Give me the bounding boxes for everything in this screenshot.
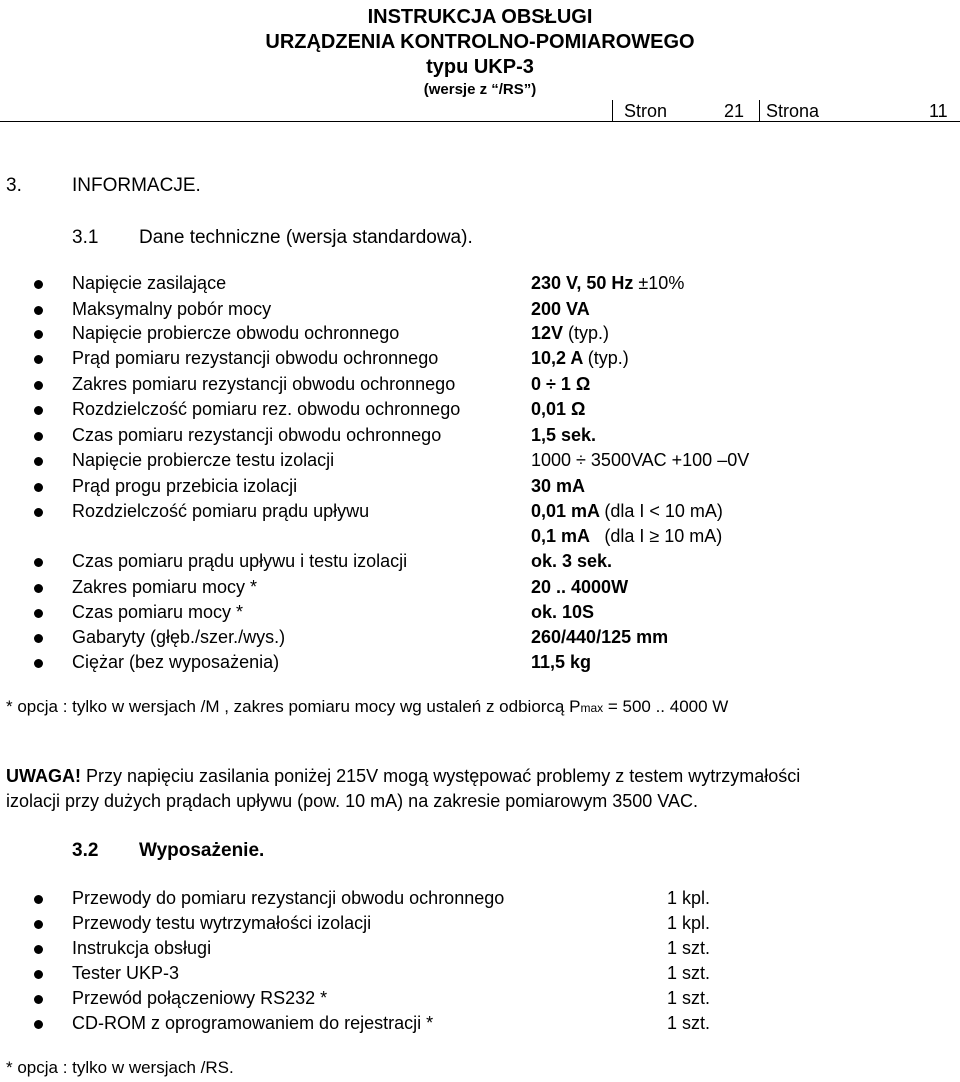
spec-value-main: 260/440/125 mm — [531, 627, 669, 647]
footnote-subscript: max — [580, 701, 604, 715]
bullet — [34, 355, 43, 364]
spec-label: Napięcie zasilające — [72, 273, 227, 293]
bullet — [34, 280, 43, 289]
spec-value — [531, 627, 668, 648]
warning-text: Przy napięciu zasilania poniżej 215V mogą występować problemy z testem wytrzymałości — [81, 766, 801, 786]
bullet — [34, 508, 43, 517]
spec-value-extra: (typ.) — [568, 323, 610, 343]
spec-value-main: 20 .. 4000W — [531, 577, 629, 597]
spec-value-extra: ±10% — [638, 273, 685, 293]
spec-value-main: ok. 10S — [531, 602, 595, 622]
bullet — [34, 945, 43, 954]
subsection-title: Wyposażenie. — [139, 840, 265, 861]
bullet — [34, 609, 43, 618]
spec-value-extra: (dla I < 10 mA) — [604, 501, 723, 521]
spec-value — [531, 425, 596, 446]
bullet — [34, 634, 43, 643]
section-number: 3. — [6, 175, 22, 196]
version-note: (wersje z “/RS”) — [423, 81, 537, 98]
spec-value-main: 0,01 Ω — [531, 399, 586, 419]
bullet — [34, 1020, 43, 1029]
equipment-label: Instrukcja obsługi — [72, 938, 212, 958]
equipment-qty: 1 szt. — [667, 1013, 711, 1033]
spec-value-extra: (typ.) — [587, 348, 629, 368]
spec-value-extra: (dla I ≥ 10 mA) — [594, 526, 723, 546]
spec-value — [531, 374, 590, 395]
bullet — [34, 895, 43, 904]
spec-label: Zakres pomiaru rezystancji obwodu ochronnego — [72, 374, 456, 394]
footnote-rs-option: * opcja : tylko w wersjach /RS. — [6, 1058, 234, 1077]
equipment-label: Tester UKP-3 — [72, 963, 180, 983]
spec-value-main: 0 ÷ 1 Ω — [531, 374, 591, 394]
spec-value — [531, 577, 628, 598]
bullet — [34, 558, 43, 567]
header-divider — [759, 100, 760, 122]
spec-label: Maksymalny pobór mocy — [72, 299, 272, 319]
equipment-label: CD-ROM z oprogramowaniem do rejestracji * — [72, 1013, 434, 1033]
spec-label: Czas pomiaru rezystancji obwodu ochronnego — [72, 425, 442, 445]
subsection-number: 3.1 — [72, 227, 99, 248]
bullet — [34, 995, 43, 1004]
bullet — [34, 920, 43, 929]
spec-value-main: 0,01 mA — [531, 501, 605, 521]
spec-value-main: 0,1 mA — [531, 526, 595, 546]
spec-value — [531, 399, 585, 420]
spec-value — [531, 602, 594, 623]
footnote-text: * opcja : tylko w wersjach /M , zakres pomiaru mocy wg ustaleń z odbiorcą P — [6, 697, 581, 716]
spec-label: Czas pomiaru mocy * — [72, 602, 244, 622]
footnote-text-end: = 500 .. 4000 W — [603, 697, 729, 716]
pages-total: 21 — [724, 101, 745, 121]
spec-label: Ciężar (bez wyposażenia) — [72, 652, 280, 672]
equipment-label: Przewody do pomiaru rezystancji obwodu ochronnego — [72, 888, 505, 908]
spec-value-main: 30 mA — [531, 476, 586, 496]
bullet — [34, 584, 43, 593]
subsection-title: Dane techniczne (wersja standardowa). — [139, 227, 473, 248]
spec-label: Prąd progu przebicia izolacji — [72, 476, 298, 496]
spec-value — [531, 501, 723, 522]
doc-subtitle: URZĄDZENIA KONTROLNO-POMIAROWEGO — [265, 31, 695, 53]
equipment-label: Przewody testu wytrzymałości izolacji — [72, 913, 372, 933]
bullet — [34, 659, 43, 668]
bullet — [34, 406, 43, 415]
spec-value — [531, 526, 722, 547]
spec-label: Napięcie probiercze obwodu ochronnego — [72, 323, 400, 343]
spec-value-main: 1,5 sek. — [531, 425, 597, 445]
spec-label: Czas pomiaru prądu upływu i testu izolacji — [72, 551, 408, 571]
bullet — [34, 381, 43, 390]
spec-label: Rozdzielczość pomiaru rez. obwodu ochronnego — [72, 399, 461, 419]
warning-line-2: izolacji przy dużych prądach upływu (pow. 10 mA) na zakresie pomiarowym 3500 VAC. — [6, 791, 698, 811]
footnote-power-option — [6, 697, 728, 717]
spec-value-main: 10,2 A — [531, 348, 588, 368]
spec-value-main: 200 VA — [531, 299, 590, 319]
doc-title: INSTRUKCJA OBSŁUGI — [367, 6, 593, 28]
spec-value — [531, 551, 612, 572]
spec-value-main: 230 V, 50 Hz — [531, 273, 639, 293]
bullet — [34, 432, 43, 441]
warning-line-1 — [6, 766, 800, 787]
equipment-qty: 1 kpl. — [667, 913, 711, 933]
section-title: INFORMACJE. — [72, 175, 201, 196]
spec-value — [531, 476, 585, 497]
spec-value — [531, 652, 591, 673]
equipment-qty: 1 szt. — [667, 938, 711, 958]
page-label: Strona — [766, 101, 820, 121]
equipment-label: Przewód połączeniowy RS232 * — [72, 988, 328, 1008]
bullet — [34, 970, 43, 979]
bullet — [34, 457, 43, 466]
warning-label: UWAGA! — [6, 766, 81, 786]
spec-value-main: ok. 3 sek. — [531, 551, 613, 571]
spec-value — [531, 348, 629, 369]
page-current: 11 — [929, 101, 948, 121]
spec-value-extra: 1000 ÷ 3500VAC +100 –0V — [531, 450, 750, 470]
spec-value — [531, 450, 749, 471]
subsection-number: 3.2 — [72, 840, 99, 861]
spec-value — [531, 299, 590, 320]
equipment-qty: 1 szt. — [667, 963, 711, 983]
spec-value — [531, 273, 684, 294]
spec-label: Zakres pomiaru mocy * — [72, 577, 258, 597]
equipment-qty: 1 szt. — [667, 988, 711, 1008]
spec-value — [531, 323, 609, 344]
spec-label: Napięcie probiercze testu izolacji — [72, 450, 335, 470]
spec-value-main: 11,5 kg — [531, 652, 592, 672]
spec-label: Prąd pomiaru rezystancji obwodu ochronnego — [72, 348, 439, 368]
spec-value-main: 12V — [531, 323, 569, 343]
pages-label: Stron — [624, 101, 668, 121]
spec-label: Gabaryty (głęb./szer./wys.) — [72, 627, 286, 647]
equipment-qty: 1 kpl. — [667, 888, 711, 908]
bullet — [34, 483, 43, 492]
spec-label: Rozdzielczość pomiaru prądu upływu — [72, 501, 370, 521]
device-type: typu UKP-3 — [426, 56, 534, 78]
bullet — [34, 306, 43, 315]
header-divider — [612, 100, 613, 122]
bullet — [34, 330, 43, 339]
